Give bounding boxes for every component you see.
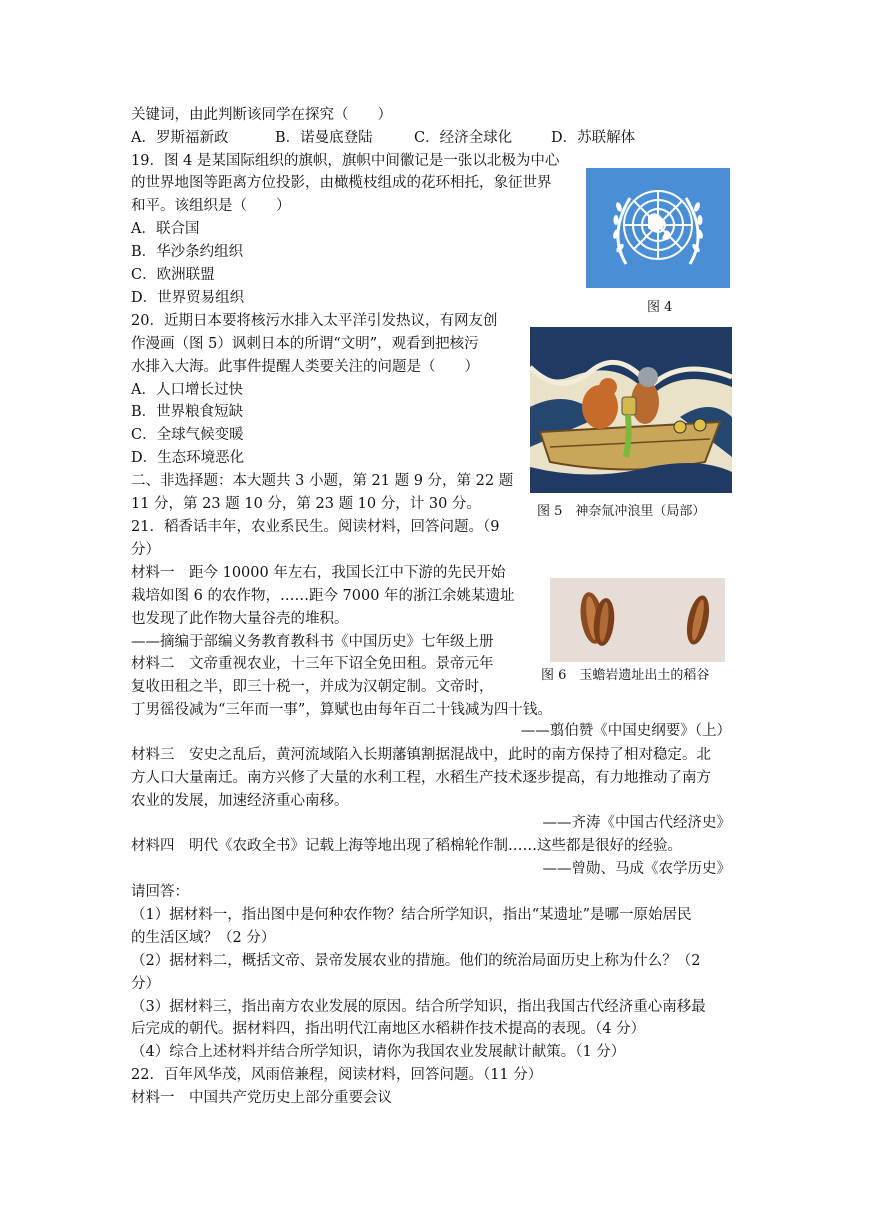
q21-question-3-line-1: （3）据材料三，指出南方农业发展的原因。结合所学知识，指出我国古代经济重心南移最 [131, 999, 706, 1015]
q21-title-line-1: 21．稻香话丰年，农业系民生。阅读材料，回答问题。（9 [131, 519, 500, 535]
q18-option-b: B．诺曼底登陆 [275, 130, 373, 146]
q20-option-a: A．人口增长过快 [131, 382, 243, 398]
un-emblem-icon [586, 168, 730, 288]
q21-title-line-2: 分） [131, 542, 160, 558]
q22-material1: 材料一 中国共产党历史上部分重要会议 [131, 1090, 392, 1106]
q20-option-b: B．世界粮食短缺 [131, 404, 244, 420]
q21-material2-line-1: 材料二 文帝重视农业，十三年下诏全免田租。景帝元年 [131, 656, 494, 672]
q19-stem-line-3: 和平。该组织是（ ） [131, 198, 291, 214]
q20-option-c: C．全球气候变暖 [131, 427, 244, 443]
rice-grains-image [550, 578, 725, 662]
rice-grains-figure [550, 578, 725, 662]
q21-ask: 请回答： [131, 884, 189, 900]
q19-stem-line-1: 19．图 4 是某国际组织的旗帜，旗帜中间徽记是一张以北极为中心 [131, 153, 560, 169]
q19-option-c: C．欧洲联盟 [131, 267, 215, 283]
q21-material3-source: ——齐涛《中国古代经济史》 [542, 815, 731, 831]
figure-6-caption: 图 6 玉蟾岩遗址出土的稻谷 [541, 668, 710, 683]
figure-5-caption: 图 5 神奈氚冲浪里（局部） [537, 504, 706, 519]
cartoon-wave-image [530, 327, 732, 493]
section2-line-2: 11 分，第 23 题 10 分，第 23 题 10 分，计 30 分。 [131, 496, 481, 512]
q20-stem-line-2: 作漫画（图 5）讽刺日本的所谓“文明”，观看到把核污 [131, 336, 479, 352]
q19-option-a: A．联合国 [131, 221, 200, 237]
q18-option-a: A．罗斯福新政 [131, 130, 229, 146]
q21-material1-line-3: 也发现了此作物大量谷壳的堆积。 [131, 611, 349, 627]
cartoon-figure [530, 327, 732, 493]
q19-option-b: B．华沙条约组织 [131, 244, 244, 260]
section2-line-1: 二、非选择题：本大题共 3 小题，第 21 题 9 分，第 22 题 [131, 473, 514, 489]
q21-question-1-line-2: 的生活区域？（2 分） [131, 930, 276, 946]
un-flag-figure [586, 168, 730, 288]
q21-material4-line: 材料四 明代《农政全书》记载上海等地出现了稻棉轮作制……这些都是很好的经验。 [131, 838, 682, 854]
q21-material2-source: ——翦伯赞《中国史纲要》（上） [520, 723, 731, 739]
q21-question-2-line-2: 分） [131, 976, 160, 992]
q19-stem-line-2: 的世界地图等距离方位投影，由橄榄枝组成的花环相托，象征世界 [131, 175, 552, 191]
q21-material3-line-2: 方人口大量南迁。南方兴修了大量的水利工程，水稻生产技术逐步提高，有力地推动了南方 [131, 770, 711, 786]
q21-question-2-line-1: （2）据材料二，概括文帝、景帝发展农业的措施。他们的统治局面历史上称为什么？（2 [131, 953, 701, 969]
q21-material1-line-1: 材料一 距今 10000 年左右，我国长江中下游的先民开始 [131, 565, 506, 581]
q21-material2-line-3: 丁男徭役减为“三年而一事”，算赋也由每年百二十钱减为四十钱。 [131, 702, 552, 718]
q21-material1-source: ——摘编于部编义务教育教科书《中国历史》七年级上册 [131, 634, 494, 650]
q21-material4-source: ——曾勋、马成《农学历史》 [542, 861, 731, 877]
q20-stem-line-3: 水排入大海。此事件提醒人类要关注的问题是（ ） [131, 359, 479, 375]
q22-title: 22．百年风华茂，风雨倍兼程，阅读材料，回答问题。（11 分） [131, 1067, 543, 1083]
q18-option-c: C．经济全球化 [414, 130, 513, 146]
q21-material2-line-2: 复收田租之半，即三十税一，并成为汉朝定制。文帝时， [131, 679, 494, 695]
q21-question-4: （4）综合上述材料并结合所学知识，请你为我国农业发展献计献策。（1 分） [131, 1044, 626, 1060]
q20-stem-line-1: 20．近期日本要将核污水排入太平洋引发热议，有网友创 [131, 313, 498, 329]
q21-material1-line-2: 栽培如图 6 的农作物，……距今 7000 年的浙江余姚某遗址 [131, 588, 515, 604]
q21-question-3-line-2: 后完成的朝代。据材料四，指出明代江南地区水稻耕作技术提高的表现。（4 分） [131, 1021, 646, 1037]
figure-4-caption: 图 4 [647, 300, 673, 315]
q21-material3-line-3: 农业的发展，加速经济重心南移。 [131, 793, 349, 809]
q18-option-d: D．苏联解体 [551, 130, 636, 146]
q18-stem-end: 关键词，由此判断该同学在探究（ ） [131, 107, 392, 123]
q21-question-1-line-1: （1）据材料一，指出图中是何种农作物？结合所学知识，指出“某遗址”是哪一原始居民 [131, 907, 692, 923]
q20-option-d: D．生态环境恶化 [131, 450, 245, 466]
q21-material3-line-1: 材料三 安史之乱后，黄河流域陷入长期藩镇割据混战中，此时的南方保持了相对稳定。北 [131, 747, 711, 763]
q19-option-d: D．世界贸易组织 [131, 290, 245, 306]
